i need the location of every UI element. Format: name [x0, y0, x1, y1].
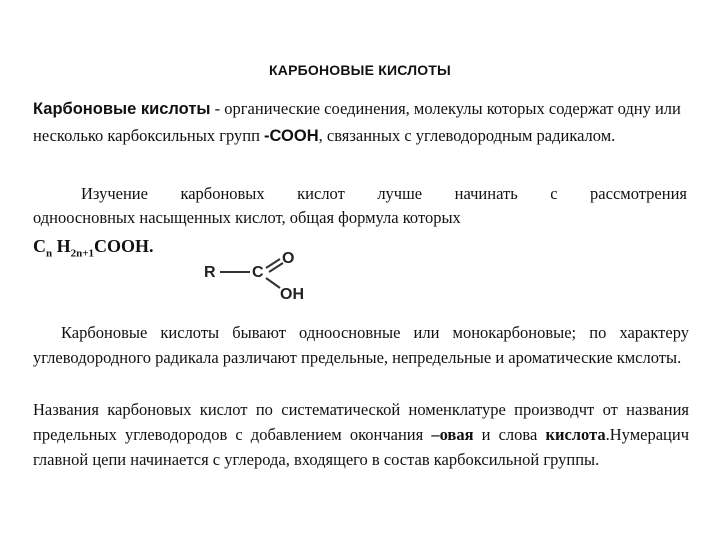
- ending-ovaya: –овая: [431, 425, 474, 444]
- study-line-2: одноосновных насыщенных кислот, общая формула которых: [33, 208, 461, 227]
- general-formula: [33, 236, 154, 260]
- single-bond-oh: [266, 278, 280, 288]
- types-text: Карбоновые кислоты бывают одноосновные или монокарбоновые; по характеру углеводородного радикала различают предельные, непредельные и ароматические кмслоты.: [33, 323, 689, 367]
- types-paragraph: [33, 320, 689, 370]
- study-line-1: Изучение карбоновых кислот лучше начинать с рассмотрения: [81, 184, 687, 203]
- structure-oh: OH: [280, 286, 304, 303]
- nomenclature-text-c: .Нумерацич главной цепи начинается с углерода, входящего в состав карбоксильной группы.: [33, 425, 689, 469]
- structure-o: O: [282, 250, 295, 267]
- definition-text-a: - органические соединения, молекулы которых содержат одну или несколько карбоксильных групп: [33, 99, 681, 145]
- nomenclature-text-a: Названия карбоновых кислот по систематической номенклатуре производчт от названия предельных углеводородов с добавлением окончания: [33, 400, 689, 444]
- structure-r: R: [204, 264, 216, 281]
- formula-n: n: [46, 247, 53, 260]
- definition-term: Карбоновые кислоты: [33, 100, 211, 118]
- structure-c: C: [252, 264, 264, 281]
- carboxyl-group-code: -СООН: [264, 126, 319, 145]
- slide-title: КАРБОНОВЫЕ КИСЛОТЫ: [269, 62, 451, 78]
- word-kislota: кислота: [545, 425, 606, 444]
- nomenclature-paragraph: [33, 397, 689, 472]
- study-paragraph: [33, 182, 687, 230]
- nomenclature-text-b: и слова: [473, 425, 546, 444]
- carboxyl-structure-diagram: [200, 246, 330, 306]
- formula-h: H: [52, 236, 71, 256]
- definition-text-b: , связанных с углеводородным радикалом.: [318, 125, 616, 145]
- formula-sub: 2n+1: [70, 247, 95, 260]
- definition-paragraph: [33, 96, 693, 149]
- formula-c: C: [33, 236, 46, 256]
- formula-tail: COOH.: [94, 236, 154, 256]
